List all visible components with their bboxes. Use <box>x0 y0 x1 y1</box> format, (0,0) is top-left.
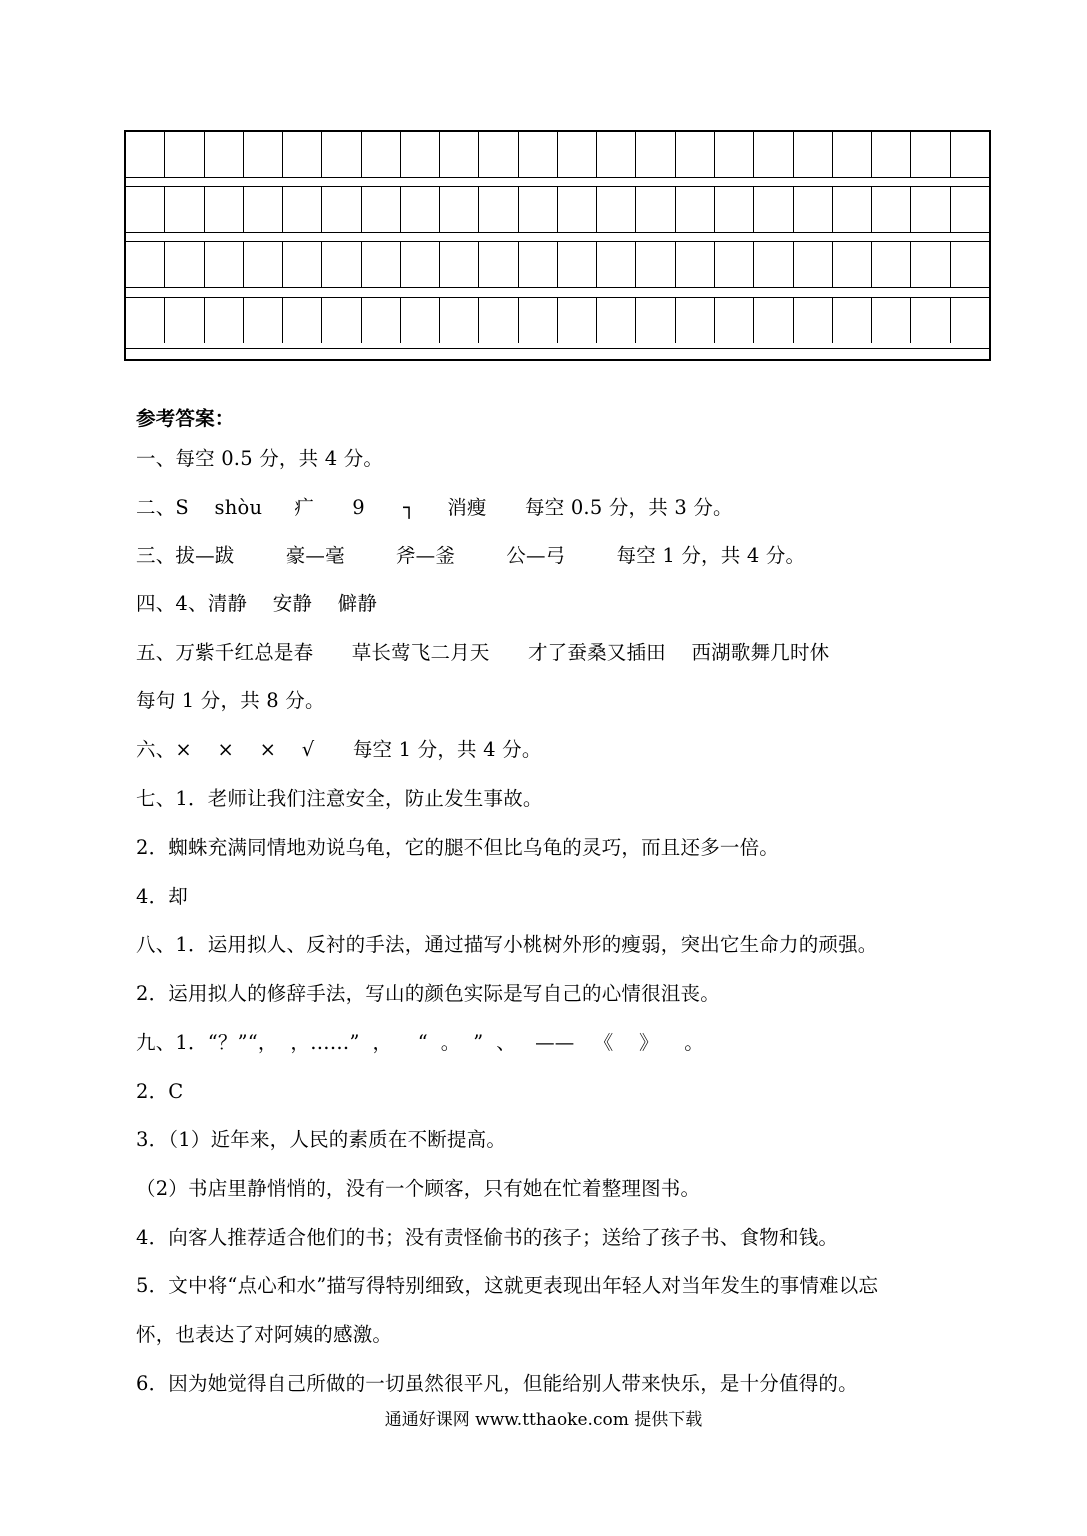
grid-cell <box>164 132 203 177</box>
grid-cell <box>204 242 243 287</box>
grid-cell <box>439 187 478 232</box>
grid-cell <box>126 242 164 287</box>
grid-cell <box>635 187 674 232</box>
grid-cell <box>204 132 243 177</box>
grid-cell <box>361 132 400 177</box>
grid-cell <box>204 298 243 343</box>
grid-cell <box>871 187 910 232</box>
grid-cell <box>400 132 439 177</box>
grid-cell <box>557 132 596 177</box>
grid-cell <box>321 298 360 343</box>
answer-line: 2．运用拟人的修辞手法，写山的颜色实际是写自己的心情很沮丧。 <box>136 982 720 1005</box>
answer-line: 七、1．老师让我们注意安全，防止发生事故。 <box>136 787 543 810</box>
grid-cell <box>126 187 164 232</box>
answer-line: 九、1．“？”“， ，……” ， “ 。 ” 、 —— 《 》 。 <box>136 1031 704 1054</box>
grid-cell <box>832 187 871 232</box>
grid-cell <box>910 132 949 177</box>
grid-cell <box>400 298 439 343</box>
answer-line: 四、4、清静 安静 僻静 <box>136 592 378 615</box>
grid-cell <box>321 187 360 232</box>
grid-cell <box>478 132 517 177</box>
grid-cell <box>321 132 360 177</box>
grid-divider <box>126 348 989 349</box>
grid-cell <box>910 242 949 287</box>
grid-cell <box>557 242 596 287</box>
grid-cell <box>910 187 949 232</box>
answer-line: 一、每空 0.5 分，共 4 分。 <box>136 447 384 470</box>
grid-cell <box>518 242 557 287</box>
answer-line: 2．C <box>136 1080 184 1103</box>
grid-cell <box>400 242 439 287</box>
grid-cell <box>753 298 792 343</box>
answer-line: 怀，也表达了对阿姨的感激。 <box>136 1323 393 1346</box>
grid-cell <box>832 242 871 287</box>
grid-cell <box>478 187 517 232</box>
answer-line: 3．（1）近年来，人民的素质在不断提高。 <box>136 1128 507 1151</box>
grid-cell <box>635 242 674 287</box>
answer-line: 2．蜘蛛充满同情地劝说乌龟，它的腿不但比乌龟的灵巧，而且还多一倍。 <box>136 836 780 859</box>
grid-cell <box>793 187 832 232</box>
grid-cell <box>282 187 321 232</box>
grid-cell <box>557 298 596 343</box>
grid-cell <box>675 132 714 177</box>
answer-line: 六、× × × √ 每空 1 分，共 4 分。 <box>136 738 542 761</box>
answers-title: 参考答案： <box>136 407 235 430</box>
grid-cell <box>282 298 321 343</box>
grid-cell <box>596 242 635 287</box>
grid-cell <box>832 298 871 343</box>
grid-cell <box>164 298 203 343</box>
grid-cell <box>439 132 478 177</box>
grid-cell <box>518 187 557 232</box>
grid-cell <box>164 242 203 287</box>
grid-cell <box>361 242 400 287</box>
grid-cell <box>793 242 832 287</box>
answer-line: （2）书店里静悄悄的，没有一个顾客，只有她在忙着整理图书。 <box>136 1177 701 1200</box>
grid-cell <box>950 242 989 287</box>
writing-grid <box>124 130 991 361</box>
grid-cell <box>557 187 596 232</box>
grid-cell <box>204 187 243 232</box>
grid-row <box>126 242 989 287</box>
grid-cell <box>871 132 910 177</box>
grid-cell <box>126 132 164 177</box>
grid-cell <box>714 187 753 232</box>
answer-line: 八、1．运用拟人、反衬的手法，通过描写小桃树外形的瘦弱，突出它生命力的顽强。 <box>136 933 878 956</box>
grid-cell <box>635 132 674 177</box>
answer-line: 五、万紫千红总是春 草长莺飞二月天 才了蚕桑又插田 西湖歌舞几时休 <box>136 641 830 664</box>
grid-cell <box>243 132 282 177</box>
grid-cell <box>282 242 321 287</box>
grid-cell <box>950 132 989 177</box>
grid-row <box>126 132 989 177</box>
grid-cell <box>478 298 517 343</box>
answer-line: 6．因为她觉得自己所做的一切虽然很平凡，但能给别人带来快乐，是十分值得的。 <box>136 1372 858 1395</box>
grid-divider <box>126 232 989 233</box>
grid-cell <box>675 298 714 343</box>
grid-cell <box>950 187 989 232</box>
grid-row <box>126 298 989 343</box>
grid-cell <box>282 132 321 177</box>
grid-cell <box>675 242 714 287</box>
grid-cell <box>871 242 910 287</box>
grid-cell <box>596 132 635 177</box>
grid-cell <box>871 298 910 343</box>
grid-cell <box>793 132 832 177</box>
grid-cell <box>478 242 517 287</box>
answer-line: 二、S shòu 疒 9 ┐ 消瘦 每空 0.5 分，共 3 分。 <box>136 496 733 519</box>
grid-cell <box>753 242 792 287</box>
grid-cell <box>518 298 557 343</box>
answer-line: 三、拔—跋 豪—毫 斧—釜 公—弓 每空 1 分，共 4 分。 <box>136 544 806 567</box>
footer-credit: 通通好课网 www.tthaoke.com 提供下载 <box>384 1410 703 1430</box>
grid-cell <box>243 298 282 343</box>
grid-cell <box>243 242 282 287</box>
grid-row <box>126 187 989 232</box>
grid-cell <box>832 132 871 177</box>
grid-cell <box>753 132 792 177</box>
grid-cell <box>361 298 400 343</box>
grid-cell <box>321 242 360 287</box>
grid-cell <box>439 242 478 287</box>
answer-line: 每句 1 分，共 8 分。 <box>136 689 325 712</box>
grid-cell <box>126 298 164 343</box>
grid-cell <box>714 298 753 343</box>
grid-cell <box>793 298 832 343</box>
grid-cell <box>714 132 753 177</box>
answer-line: 4．向客人推荐适合他们的书；没有责怪偷书的孩子；送给了孩子书、食物和钱。 <box>136 1226 839 1249</box>
grid-divider <box>126 287 989 288</box>
grid-divider <box>126 177 989 178</box>
answer-line: 5．文中将“点心和水”描写得特别细致，这就更表现出年轻人对当年发生的事情难以忘 <box>136 1274 879 1297</box>
grid-cell <box>950 298 989 343</box>
grid-cell <box>361 187 400 232</box>
grid-cell <box>910 298 949 343</box>
grid-cell <box>635 298 674 343</box>
grid-cell <box>518 132 557 177</box>
grid-cell <box>675 187 714 232</box>
grid-cell <box>753 187 792 232</box>
grid-cell <box>596 298 635 343</box>
grid-cell <box>714 242 753 287</box>
grid-cell <box>400 187 439 232</box>
answer-line: 4．却 <box>136 885 189 908</box>
grid-cell <box>164 187 203 232</box>
grid-cell <box>439 298 478 343</box>
grid-cell <box>596 187 635 232</box>
grid-cell <box>243 187 282 232</box>
